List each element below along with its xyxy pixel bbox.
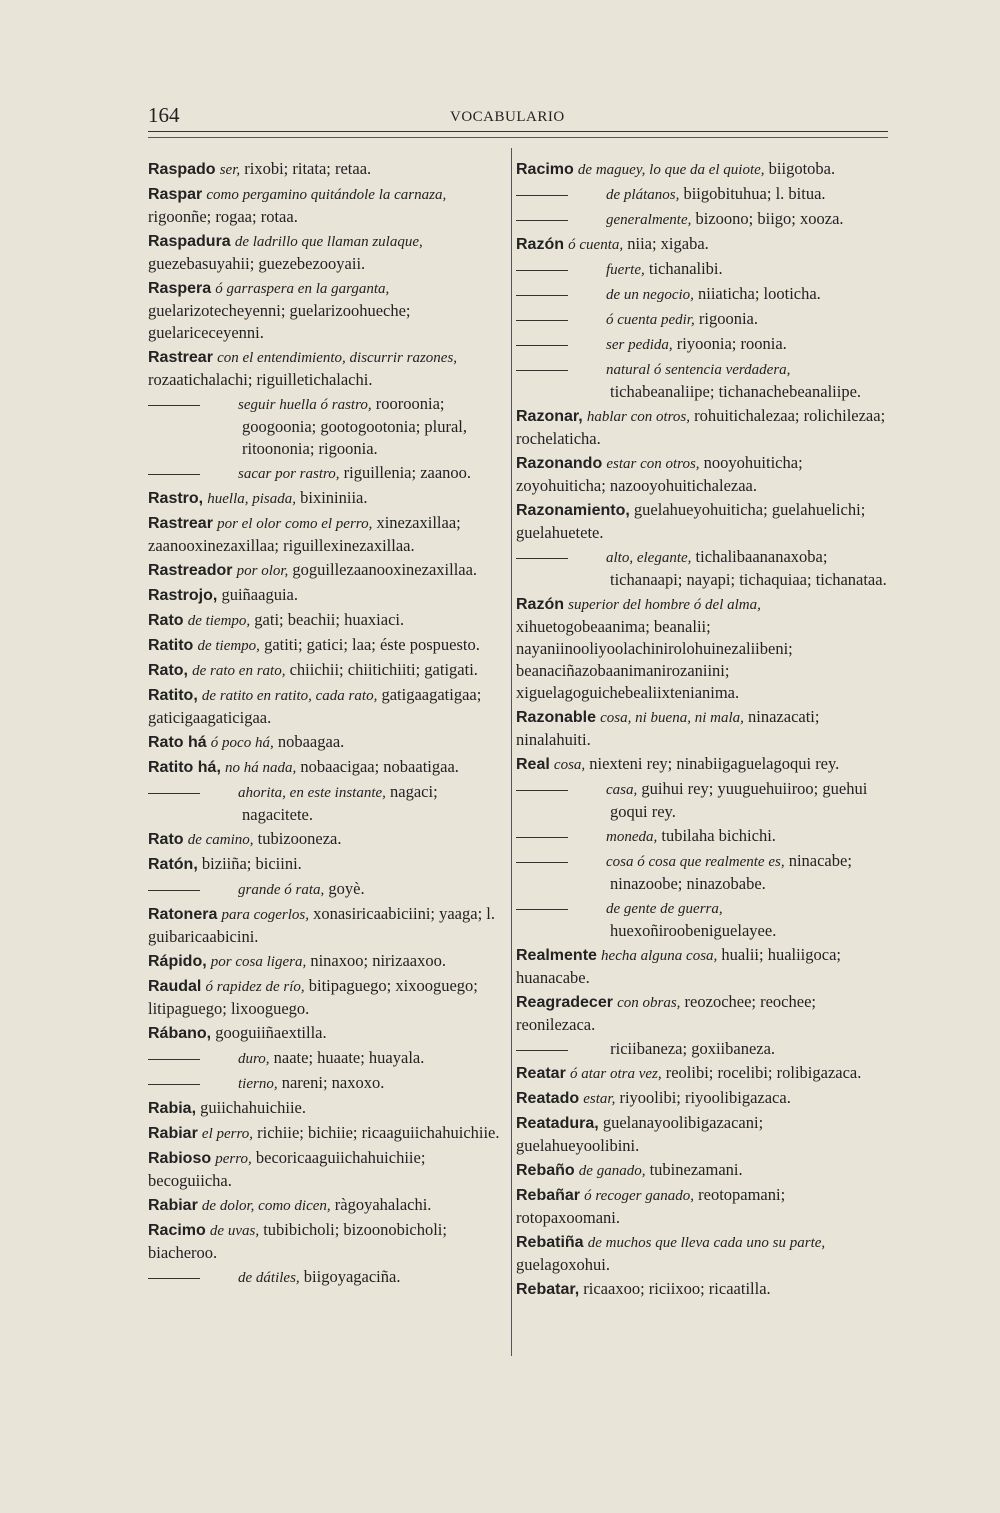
zapotec-translation: gatiti; gatici; laa; éste pospuesto.: [259, 635, 480, 654]
zapotec-translation: tichalibaananaxoba; tichanaapi; nayapi; tichaquiaa; tichanataa.: [610, 547, 887, 589]
sub-entry: [516, 546, 888, 591]
dictionary-entry: [148, 659, 500, 682]
zapotec-translation: chiichii; chiitichiiti; gatigati.: [285, 660, 478, 679]
spanish-gloss: de ratito en ratito, cada rato,: [201, 688, 378, 704]
zapotec-translation: richiie; bichiie; ricaaguiichahuichiie.: [253, 1123, 500, 1142]
spanish-gloss: alto, elegante,: [606, 550, 692, 566]
sub-entry: [148, 1047, 500, 1070]
dictionary-entry: [516, 1159, 888, 1182]
spanish-gloss: tierno,: [238, 1076, 278, 1092]
zapotec-translation: guiñaaguia.: [221, 585, 298, 604]
headword: Rabia,: [148, 1100, 197, 1117]
spanish-gloss: generalmente,: [606, 212, 692, 228]
header-rule: [148, 131, 888, 132]
headword: Real: [516, 756, 550, 773]
spanish-gloss: de gente de guerra,: [606, 901, 723, 917]
zapotec-translation: tichanalibi.: [644, 259, 723, 278]
dictionary-entry: [516, 706, 888, 751]
zapotec-translation: riyoonia; roonia.: [672, 334, 787, 353]
headword: Razón: [516, 596, 564, 613]
zapotec-translation: guelagoxohui.: [516, 1255, 610, 1274]
zapotec-translation: reotopamani; rotopaxoomani.: [516, 1185, 786, 1227]
dictionary-entry: [516, 233, 888, 256]
spanish-gloss: cosa ó cosa que realmente es,: [606, 854, 785, 870]
ditto-dash: [516, 270, 568, 271]
spanish-gloss: de camino,: [187, 832, 254, 848]
zapotec-translation: huexoñiroobeniguelayee.: [610, 921, 777, 940]
dictionary-entry: [148, 684, 500, 729]
spanish-gloss: de tiempo,: [197, 638, 260, 654]
sub-entry: [148, 878, 500, 901]
spanish-gloss: por el olor como el perro,: [217, 516, 373, 532]
ditto-dash: [148, 793, 200, 794]
dictionary-entry: [148, 731, 500, 754]
headword: Ratón,: [148, 856, 198, 873]
zapotec-translation: xihuetogobeaanima; beanalii; nayaniinooliyoolachinirolohuinezaliibeni; beanaciñazobaanimanirozaniini; xiguelagoguichebealiixtenianima.: [516, 617, 793, 702]
zapotec-translation: becoricaaguiichahuichiie; becoguiicha.: [148, 1148, 426, 1190]
zapotec-translation: bizoono; biigo; xooza.: [691, 209, 844, 228]
headword: Rastrojo,: [148, 587, 218, 604]
sub-entry: [516, 258, 888, 281]
dictionary-entry: [148, 634, 500, 657]
dictionary-entry: [148, 559, 500, 582]
spanish-gloss: cosa,: [553, 757, 586, 773]
spanish-gloss: de muchos que lleva cada uno su parte,: [587, 1235, 826, 1251]
spanish-gloss: ahorita, en este instante,: [238, 785, 386, 801]
spanish-gloss: de maguey, lo que da el quiote,: [577, 162, 765, 178]
headword: Rastreador: [148, 562, 233, 579]
dictionary-entry: [516, 1087, 888, 1110]
spanish-gloss: ser pedida,: [606, 337, 673, 353]
spanish-gloss: de ladrillo que llaman zulaque,: [234, 234, 423, 250]
spanish-gloss: ó recoger ganado,: [584, 1188, 694, 1204]
headword: Raspadura: [148, 233, 231, 250]
dictionary-entry: [516, 1278, 888, 1301]
page-header: [148, 103, 888, 131]
zapotec-translation: hualii; hualiigoca; huanacabe.: [516, 945, 841, 987]
spanish-gloss: para cogerlos,: [221, 907, 309, 923]
zapotec-translation: niia; xigaba.: [623, 234, 709, 253]
headword: Rastro,: [148, 490, 204, 507]
spanish-gloss: ó rapidez de río,: [205, 979, 305, 995]
dictionary-entry: [148, 903, 500, 948]
headword: Razonable: [516, 709, 597, 726]
spanish-gloss: seguir huella ó rastro,: [238, 397, 372, 413]
zapotec-translation: ràgoyahalachi.: [330, 1195, 432, 1214]
zapotec-translation: nooyohuiticha; zoyohuiticha; nazooyohuitichalezaa.: [516, 453, 803, 495]
headword: Ratito há,: [148, 759, 221, 776]
dictionary-entry: [148, 158, 500, 181]
zapotec-translation: ninaxoo; nirizaaxoo.: [306, 951, 446, 970]
spanish-gloss: sacar por rastro,: [238, 466, 340, 482]
sub-entry: [516, 850, 888, 895]
ditto-dash: [148, 890, 200, 891]
zapotec-translation: gati; beachii; huaxiaci.: [250, 610, 405, 629]
zapotec-translation: nobaacigaa; nobaatigaa.: [296, 757, 459, 776]
dictionary-entry: [148, 1219, 500, 1264]
headword: Raspado: [148, 161, 216, 178]
zapotec-translation: tubizooneza.: [253, 829, 342, 848]
ditto-dash: [148, 1278, 200, 1279]
zapotec-translation: riyoolibi; riyoolibigazaca.: [615, 1088, 791, 1107]
zapotec-translation: tichabeanaliipe; tichanachebeanaliipe.: [610, 382, 862, 401]
headword: Rebañar: [516, 1187, 581, 1204]
column-divider: [511, 148, 512, 1356]
dictionary-entry: [148, 1022, 500, 1045]
page-number: 164: [148, 103, 180, 127]
spanish-gloss: superior del hombre ó del alma,: [568, 597, 761, 613]
spanish-gloss: con obras,: [617, 995, 681, 1011]
headword: Rastrear: [148, 349, 213, 366]
zapotec-translation: niiaticha; looticha.: [693, 284, 821, 303]
dictionary-entry: [148, 277, 500, 344]
headword: Raspera: [148, 280, 212, 297]
zapotec-translation: ninacabe; ninazoobe; ninazobabe.: [610, 851, 852, 893]
ditto-dash: [516, 558, 568, 559]
running-head: VOCABULARIO: [450, 109, 565, 125]
zapotec-translation: niexteni rey; ninabiigaguelagoqui rey.: [585, 754, 840, 773]
spanish-gloss: de un negocio,: [606, 287, 694, 303]
dictionary-entry: [516, 499, 888, 544]
spanish-gloss: de dátiles,: [238, 1270, 300, 1286]
headword: Rápido,: [148, 953, 207, 970]
sub-entry: [516, 825, 888, 848]
spanish-gloss: de tiempo,: [187, 613, 251, 629]
dictionary-entry: [516, 158, 888, 181]
headword: Ratito,: [148, 687, 198, 704]
spanish-gloss: hablar con otros,: [586, 409, 691, 425]
dictionary-entry: [516, 1184, 888, 1229]
ditto-dash: [148, 1059, 200, 1060]
spanish-gloss: por olor,: [236, 563, 289, 579]
dictionary-entry: [516, 1062, 888, 1085]
zapotec-translation: rooroonia; googoonia; gootogootonia; plural, ritoononia; rigoonia.: [242, 394, 468, 458]
headword: Reatar: [516, 1065, 566, 1082]
zapotec-translation: bixininiia.: [296, 488, 368, 507]
ditto-dash: [516, 909, 568, 910]
spanish-gloss: por cosa ligera,: [210, 954, 307, 970]
headword: Reagradecer: [516, 994, 613, 1011]
headword: Ratonera: [148, 906, 218, 923]
dictionary-entry: [148, 756, 500, 779]
headword: Rebaño: [516, 1162, 575, 1179]
dictionary-entry: [148, 487, 500, 510]
ditto-dash: [516, 295, 568, 296]
sub-entry: [148, 1266, 500, 1289]
dictionary-entry: [148, 1097, 500, 1120]
ditto-dash: [516, 862, 568, 863]
zapotec-translation: biigobituhua; l. bitua.: [679, 184, 826, 203]
dictionary-entry: [148, 853, 500, 876]
zapotec-translation: reolibi; rocelibi; rolibigazaca.: [661, 1063, 862, 1082]
spanish-gloss: cosa, ni buena, ni mala,: [600, 710, 744, 726]
zapotec-translation: biigotoba.: [764, 159, 836, 178]
sub-entry: [516, 208, 888, 231]
spanish-gloss: de plátanos,: [606, 187, 680, 203]
left-column: [148, 158, 500, 1291]
sub-entry: [516, 897, 888, 942]
spanish-gloss: casa,: [606, 782, 638, 798]
zapotec-translation: bitipaguego; xixooguego; litipaguego; lixooguego.: [148, 976, 478, 1018]
dictionary-entry: [148, 230, 500, 275]
zapotec-translation: rohuitichalezaa; rolichilezaa; rochelaticha.: [516, 406, 886, 448]
sub-entry: [516, 308, 888, 331]
ditto-dash: [148, 474, 200, 475]
dictionary-entry: [516, 991, 888, 1036]
zapotec-translation: riguillenia; zaanoo.: [339, 463, 472, 482]
spanish-gloss: de ganado,: [578, 1163, 646, 1179]
dictionary-entry: [516, 944, 888, 989]
zapotec-translation: xinezaxillaa; zaanooxinezaxillaa; riguillexinezaxillaa.: [148, 513, 461, 555]
zapotec-translation: guelanayoolibigazacani; guelahueyoolibini.: [516, 1113, 764, 1155]
headword: Rato,: [148, 662, 188, 679]
spanish-gloss: con el entendimiento, discurrir razones,: [217, 350, 458, 366]
spanish-gloss: de rato en rato,: [192, 663, 286, 679]
spanish-gloss: ó cuenta,: [568, 237, 624, 253]
zapotec-translation: tubibicholi; bizoonobicholi; biacheroo.: [148, 1220, 447, 1262]
zapotec-translation: nobaagaa.: [273, 732, 345, 751]
headword: Rabioso: [148, 1150, 212, 1167]
ditto-dash: [148, 1084, 200, 1085]
sub-entry: [516, 333, 888, 356]
dictionary-entry: [148, 975, 500, 1020]
spanish-gloss: no há nada,: [225, 760, 297, 776]
ditto-dash: [516, 1050, 568, 1051]
right-column: [516, 158, 888, 1303]
zapotec-translation: ninazacati; ninalahuiti.: [516, 707, 820, 749]
dictionary-entry: [516, 405, 888, 450]
headword: Raudal: [148, 978, 202, 995]
headword: Rabiar: [148, 1125, 198, 1142]
header-rule-thin: [148, 137, 888, 138]
dictionary-entry: [516, 753, 888, 776]
sub-entry: [516, 283, 888, 306]
zapotec-translation: guelahueyohuiticha; guelahuelichi; guelahuetete.: [516, 500, 866, 542]
zapotec-translation: rigoonia.: [694, 309, 758, 328]
spanish-gloss: de dolor, como dicen,: [201, 1198, 331, 1214]
dictionary-entry: [148, 584, 500, 607]
zapotec-translation: reozochee; reochee; reonilezaca.: [516, 992, 816, 1034]
zapotec-translation: rigoonñe; rogaa; rotaa.: [148, 207, 298, 226]
headword: Reatado: [516, 1090, 580, 1107]
zapotec-translation: guezebasuyahii; guezebezooyaii.: [148, 254, 366, 273]
spanish-gloss: ser,: [219, 162, 241, 178]
zapotec-translation: ricaaxoo; riciixoo; ricaatilla.: [583, 1279, 771, 1298]
ditto-dash: [516, 195, 568, 196]
ditto-dash: [516, 345, 568, 346]
spanish-gloss: ó garraspera en la garganta,: [215, 281, 390, 297]
sub-entry: [148, 462, 500, 485]
zapotec-translation: googuiiñaextilla.: [215, 1023, 327, 1042]
ditto-dash: [148, 405, 200, 406]
spanish-gloss: ó atar otra vez,: [569, 1066, 662, 1082]
zapotec-translation: nareni; naxoxo.: [277, 1073, 385, 1092]
zapotec-translation: gatigaagatigaa; gaticigaagaticigaa.: [148, 685, 482, 727]
spanish-gloss: estar,: [583, 1091, 616, 1107]
headword: Razón: [516, 236, 564, 253]
headword: Rato: [148, 831, 184, 848]
zapotec-translation: rozaatichalachi; riguilletichalachi.: [148, 370, 373, 389]
zapotec-translation: guihui rey; yuuguehuiiroo; guehui goqui rey.: [610, 779, 868, 821]
dictionary-entry: [148, 1194, 500, 1217]
dictionary-entry: [148, 1147, 500, 1192]
zapotec-translation: rixobi; ritata; retaa.: [240, 159, 372, 178]
dictionary-entry: [516, 1112, 888, 1157]
dictionary-entry: [148, 828, 500, 851]
headword: Razonando: [516, 455, 603, 472]
headword: Razonamiento,: [516, 502, 630, 519]
sub-entry: [148, 781, 500, 826]
headword: Razonar,: [516, 408, 583, 425]
zapotec-translation: goyè.: [324, 879, 365, 898]
spanish-gloss: el perro,: [201, 1126, 254, 1142]
sub-entry: [516, 778, 888, 823]
zapotec-translation: guelarizotecheyenni; guelarizoohueche; guelariceceyenni.: [148, 301, 411, 342]
zapotec-translation: xonasiricaabiciini; yaaga; l. guibaricaabicini.: [148, 904, 495, 946]
headword: Rebatiña: [516, 1234, 584, 1251]
spanish-gloss: de uvas,: [209, 1223, 260, 1239]
dictionary-entry: [148, 609, 500, 632]
zapotec-translation: guiichahuichiie.: [200, 1098, 306, 1117]
zapotec-translation: tubilaha bichichi.: [657, 826, 776, 845]
zapotec-translation: goguillezaanooxinezaxillaa.: [288, 560, 478, 579]
headword: Reatadura,: [516, 1115, 599, 1132]
headword: Rato: [148, 612, 184, 629]
ditto-dash: [516, 220, 568, 221]
spanish-gloss: grande ó rata,: [238, 882, 325, 898]
zapotec-translation: naate; huaate; huayala.: [269, 1048, 425, 1067]
ditto-dash: [516, 320, 568, 321]
headword: Raspar: [148, 186, 203, 203]
headword: Ratito: [148, 637, 194, 654]
headword: Rebatar,: [516, 1281, 580, 1298]
zapotec-translation: biziiña; biciini.: [201, 854, 302, 873]
spanish-gloss: ó cuenta pedir,: [606, 312, 695, 328]
headword: Realmente: [516, 947, 597, 964]
spanish-gloss: duro,: [238, 1051, 270, 1067]
spanish-gloss: huella, pisada,: [207, 491, 296, 507]
headword: Rato há: [148, 734, 207, 751]
spanish-gloss: hecha alguna cosa,: [601, 948, 718, 964]
dictionary-entry: [148, 346, 500, 391]
dictionary-entry: [516, 1231, 888, 1276]
headword: Rábano,: [148, 1025, 212, 1042]
zapotec-translation: riciibaneza; goxiibaneza.: [606, 1039, 776, 1058]
headword: Racimo: [148, 1222, 206, 1239]
spanish-gloss: ó poco há,: [210, 735, 274, 751]
spanish-gloss: perro,: [215, 1151, 252, 1167]
ditto-dash: [516, 370, 568, 371]
zapotec-translation: biigoyagaciña.: [299, 1267, 401, 1286]
dictionary-entry: [148, 1122, 500, 1145]
zapotec-translation: tubinezamani.: [645, 1160, 743, 1179]
spanish-gloss: fuerte,: [606, 262, 645, 278]
sub-entry: [148, 1072, 500, 1095]
dictionary-entry: [148, 183, 500, 228]
zapotec-translation: nagaci; nagacitete.: [242, 782, 438, 824]
ditto-dash: [516, 790, 568, 791]
dictionary-entry: [516, 452, 888, 497]
headword: Rabiar: [148, 1197, 198, 1214]
spanish-gloss: moneda,: [606, 829, 658, 845]
dictionary-entry: [148, 950, 500, 973]
spanish-gloss: estar con otros,: [606, 456, 700, 472]
dictionary-entry: [148, 512, 500, 557]
spanish-gloss: natural ó sentencia verdadera,: [606, 362, 791, 378]
spanish-gloss: como pergamino quitándole la carnaza,: [206, 187, 447, 203]
headword: Racimo: [516, 161, 574, 178]
sub-entry: [516, 1038, 888, 1060]
ditto-dash: [516, 837, 568, 838]
dictionary-entry: [516, 593, 888, 704]
sub-entry: [516, 358, 888, 403]
sub-entry: [148, 393, 500, 460]
sub-entry: [516, 183, 888, 206]
headword: Rastrear: [148, 515, 213, 532]
